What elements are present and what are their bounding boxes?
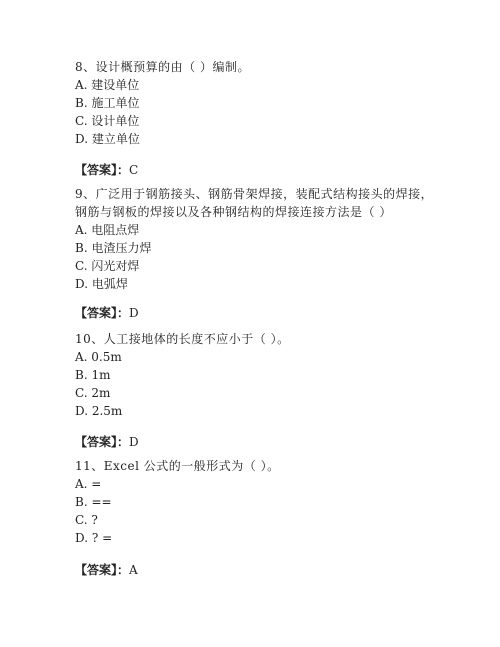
option-b: B. 电渣压力焊 — [75, 241, 152, 255]
answer-value: C — [129, 163, 139, 177]
question-stem: 9、广泛用于钢筋接头、钢筋骨架焊接，装配式结构接头的焊接，钢筋与钢板的焊接以及各种钢结构的焊接连接方法是（ ） — [75, 187, 434, 219]
option-c: C. 闪光对焊 — [75, 259, 140, 273]
question-9 — [75, 185, 440, 293]
answer-value: A — [129, 563, 138, 577]
answer-value: D — [129, 306, 139, 320]
question-8 — [75, 58, 440, 148]
option-a: A. = — [75, 477, 102, 491]
question-11 — [75, 457, 440, 547]
option-a: A. 0.5m — [75, 350, 122, 364]
answer-label: 【答案】： — [75, 306, 130, 320]
answer-10 — [75, 433, 139, 451]
option-a: A. 建设单位 — [75, 78, 140, 92]
answer-9 — [75, 304, 139, 322]
option-a: A. 电阻点焊 — [75, 223, 140, 237]
option-d: D. 建立单位 — [75, 132, 140, 146]
option-d: D. 2.5m — [75, 404, 123, 418]
option-d: D. 电弧焊 — [75, 277, 128, 291]
option-c: C. ? — [75, 513, 98, 527]
option-b: B. == — [75, 495, 112, 509]
option-c: C. 2m — [75, 386, 111, 400]
option-c: C. 设计单位 — [75, 114, 140, 128]
answer-11 — [75, 561, 138, 579]
answer-label: 【答案】： — [75, 163, 130, 177]
option-b: B. 施工单位 — [75, 96, 140, 110]
answer-value: D — [129, 435, 139, 449]
question-stem: 8、设计概预算的由（ ）编制。 — [75, 60, 250, 74]
question-stem: 10、人工接地体的长度不应小于（ ）。 — [75, 332, 290, 346]
answer-label: 【答案】： — [75, 563, 130, 577]
answer-label: 【答案】： — [75, 435, 130, 449]
answer-8 — [75, 161, 138, 179]
question-10 — [75, 330, 440, 420]
option-d: D. ? = — [75, 531, 113, 545]
question-stem: 11、Excel 公式的一般形式为（ ）。 — [75, 459, 280, 473]
option-b: B. 1m — [75, 368, 111, 382]
